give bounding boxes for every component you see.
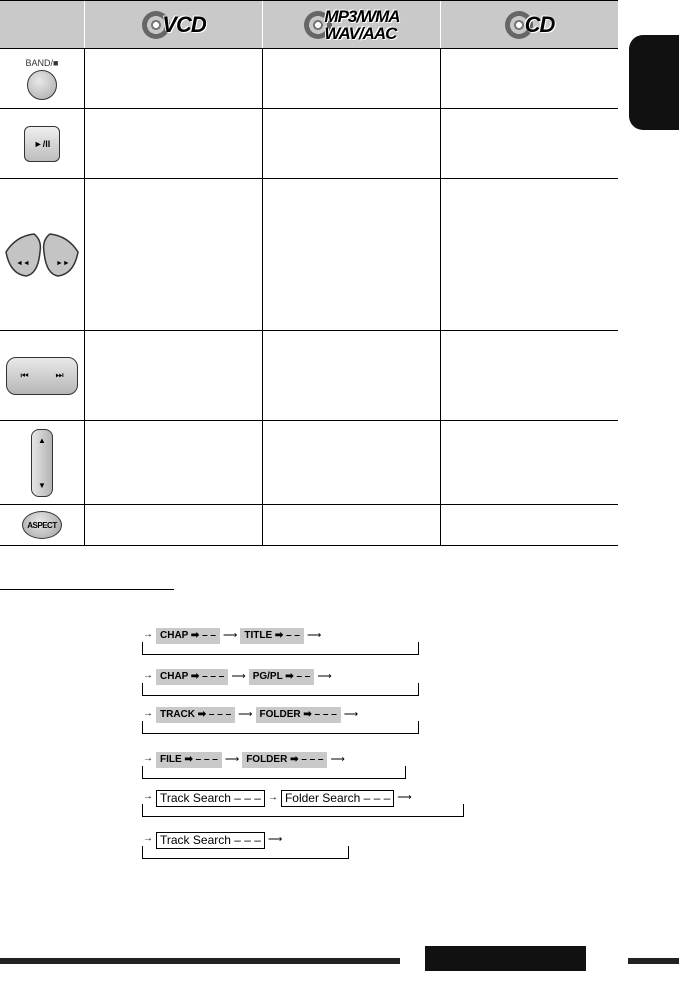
arrow-icon: ⟶ xyxy=(317,671,332,682)
up-label: ▲ xyxy=(38,435,46,445)
flow-vcd-dvd-chapter-title xyxy=(142,628,417,648)
flow-track-folder-search xyxy=(142,790,462,810)
flow-item: CHAP ➡ – – – xyxy=(156,669,228,685)
table-row-aspect xyxy=(0,505,618,546)
flow-item: FOLDER ➡ – – – xyxy=(242,752,327,768)
flow-item: FOLDER ➡ – – – xyxy=(256,707,341,723)
rocker-left-label: ⏮ xyxy=(20,370,29,380)
band-stop-label: BAND/■ xyxy=(25,57,59,68)
rocker-right-label: ⏭ xyxy=(55,370,64,380)
table-row-play xyxy=(0,109,618,179)
footer-bar-left xyxy=(0,958,400,964)
skip-control xyxy=(0,179,84,330)
up-down-button-icon xyxy=(31,429,53,497)
arrow-icon: ⟶ xyxy=(223,630,238,641)
arrow-icon: → xyxy=(143,833,153,844)
header-cell-cd xyxy=(440,1,618,48)
mp3-label-line1: MP3/WMA xyxy=(324,6,400,26)
header-cell-vcd xyxy=(84,1,263,48)
next-label: ►► xyxy=(56,259,70,267)
footer-page-box xyxy=(425,946,586,971)
table-row-skip xyxy=(0,179,618,331)
arrow-icon: ⟶ xyxy=(397,792,412,803)
aspect-button-icon: ASPECT xyxy=(22,511,62,539)
header-cell-mp3 xyxy=(262,1,441,48)
footer-bar-right xyxy=(628,958,679,964)
up-down-control xyxy=(0,421,84,504)
header-blank-cell xyxy=(0,1,84,48)
flow-item: CHAP ➡ – – xyxy=(156,628,220,644)
play-pause-control xyxy=(0,109,84,178)
flow-chapter-pgpl xyxy=(142,669,417,689)
cd-label: CD xyxy=(524,11,555,37)
arrow-icon: ⟶ xyxy=(224,754,240,765)
flow-item: PG/PL ➡ – – xyxy=(249,669,315,685)
prev-label: ◄◄ xyxy=(16,259,30,267)
arrow-icon: ⟶ xyxy=(330,754,345,765)
flow-track-folder xyxy=(142,707,417,727)
table-header-row xyxy=(0,0,618,49)
prev-next-buttons-icon xyxy=(2,230,82,280)
band-stop-button-icon xyxy=(27,70,57,100)
arrow-icon: → xyxy=(143,670,153,681)
play-pause-button-icon: ►/II xyxy=(24,126,60,162)
flow-item: TRACK ➡ – – – xyxy=(156,707,235,723)
arrow-icon: ⟶ xyxy=(231,671,246,682)
arrow-icon: → xyxy=(143,791,153,802)
section-rule xyxy=(0,589,174,590)
band-stop-control xyxy=(0,49,84,108)
language-tab xyxy=(629,35,679,130)
flow-item: FILE ➡ – – – xyxy=(156,752,222,768)
flow-track-search xyxy=(142,832,347,852)
vcd-label: VCD xyxy=(162,11,206,37)
down-label: ▼ xyxy=(38,480,46,490)
aspect-control xyxy=(0,505,84,545)
rocker-button-icon xyxy=(6,357,78,395)
arrow-icon: ⟶ xyxy=(267,834,283,845)
flow-item: Track Search – – – xyxy=(156,790,265,807)
rocker-control xyxy=(0,331,84,420)
arrow-icon: ⟶ xyxy=(343,709,359,720)
table-row-band xyxy=(0,49,618,109)
flow-item: TITLE ➡ – – xyxy=(240,628,304,644)
arrow-icon: ⟶ xyxy=(238,709,253,720)
flow-item: Track Search – – – xyxy=(156,832,265,849)
mp3-label-line2: WAV/AAC xyxy=(324,23,397,43)
table-row-rocker xyxy=(0,331,618,421)
arrow-icon: → xyxy=(267,792,278,803)
table-row-updown xyxy=(0,421,618,505)
arrow-icon: → xyxy=(143,708,153,719)
arrow-icon: → xyxy=(143,753,153,764)
flow-item: Folder Search – – – xyxy=(281,790,394,807)
flow-file-folder xyxy=(142,752,404,772)
arrow-icon: → xyxy=(143,629,153,640)
arrow-icon: ⟶ xyxy=(306,630,322,641)
